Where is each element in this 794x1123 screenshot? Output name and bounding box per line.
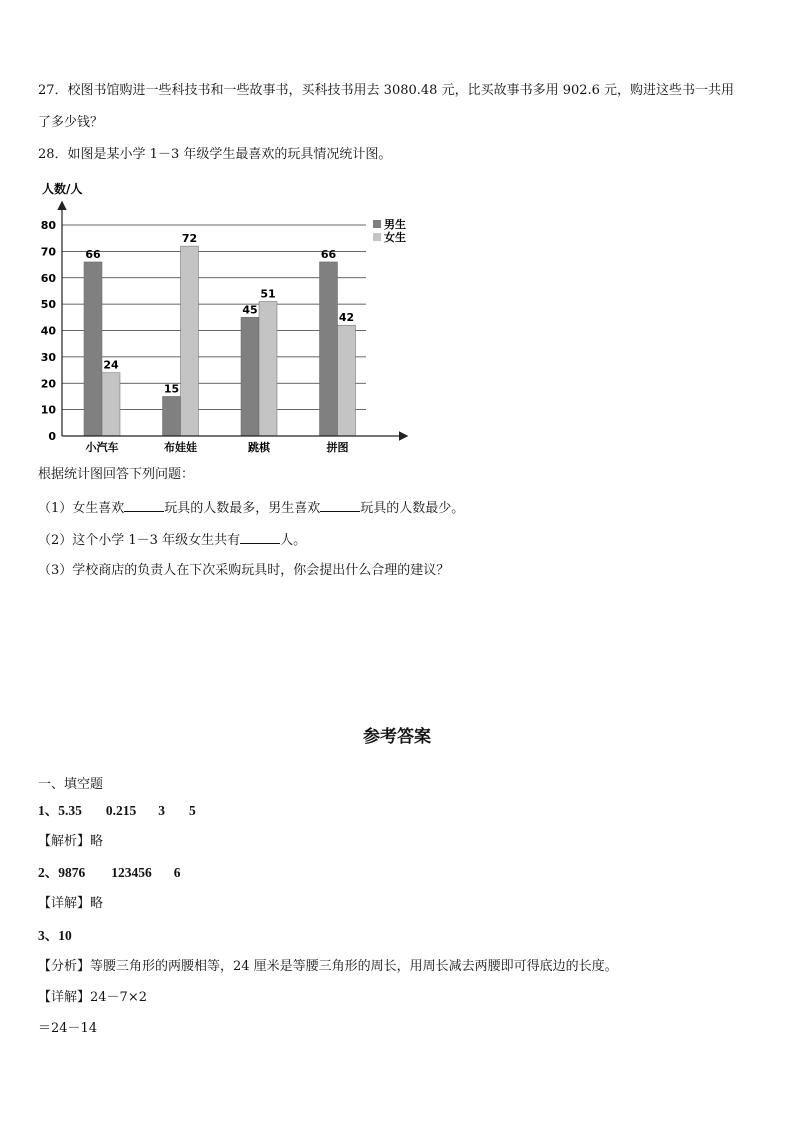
bar-男生 [320, 262, 338, 436]
answer-3-analysis: 【分析】等腰三角形的两腰相等，24 厘米是等腰三角形的周长，用周长减去两腰即可得底边的长度。 [38, 959, 618, 974]
answer-blank-1[interactable] [124, 498, 164, 512]
y-tick-label: 70 [40, 245, 56, 259]
bar-value-label: 45 [242, 303, 258, 317]
toy-preference-bar-chart [30, 178, 450, 458]
question-28-sub-intro: 根据统计图回答下列问题： [38, 467, 195, 482]
question-28-part2 [38, 530, 306, 550]
answer-1-value-2: 0.215 [105, 803, 137, 818]
bar-男生 [84, 262, 102, 436]
x-category-label: 拼图 [326, 441, 349, 454]
part1-text-c: 玩具的人数最少。 [360, 501, 465, 516]
bar-value-label: 66 [85, 247, 101, 261]
x-category-label: 跳棋 [248, 441, 270, 454]
bar-女生 [338, 325, 356, 436]
y-tick-label: 50 [40, 298, 56, 312]
answer-2-note: 【详解】略 [38, 896, 104, 911]
answer-1-value-3: 3 [158, 803, 165, 818]
answer-2-value-2: 123456 [111, 865, 152, 880]
x-category-label: 小汽车 [85, 441, 119, 454]
y-tick-label: 30 [40, 350, 56, 364]
question-28-part1 [38, 498, 464, 518]
legend-swatch [373, 233, 381, 241]
answer-1-value-4: 5 [189, 803, 196, 818]
bar-value-label: 15 [163, 382, 180, 396]
answer-1-note: 【解析】略 [38, 834, 104, 849]
answer-1 [38, 802, 196, 820]
answer-1-value-1: 1、5.35 [38, 803, 82, 818]
answer-blank-3[interactable] [240, 530, 280, 544]
question-28-intro: 28．如图是某小学 1－3 年级学生最喜欢的玩具情况统计图。 [38, 147, 392, 162]
bar-男生 [163, 396, 181, 436]
bar-女生 [181, 246, 199, 436]
y-tick-label: 0 [48, 430, 56, 443]
answer-3-detail: 【详解】24－7×2 [38, 990, 147, 1005]
answers-heading: 参考答案 [363, 727, 431, 747]
legend-label: 男生 [384, 218, 406, 231]
bar-value-label: 42 [338, 311, 355, 325]
x-category-label: 布娃娃 [164, 441, 197, 454]
part1-text-b: 玩具的人数最多，男生喜欢 [164, 501, 321, 516]
answer-2 [38, 864, 181, 882]
answer-blank-2[interactable] [320, 498, 360, 512]
section-fill-blank: 一、填空题 [38, 777, 104, 792]
bar-value-label: 51 [260, 287, 276, 301]
bar-女生 [102, 373, 120, 436]
bar-女生 [259, 301, 277, 436]
legend-label: 女生 [384, 231, 406, 244]
answer-3-step: ＝24－14 [38, 1021, 98, 1036]
bar-value-label: 66 [320, 247, 337, 261]
legend-swatch [373, 220, 381, 228]
question-27-line2: 了多少钱？ [38, 115, 104, 130]
part2-text-b: 人。 [280, 533, 307, 548]
question-28-part3: （3）学校商店的负责人在下次采购玩具时，你会提出什么合理的建议？ [38, 563, 450, 578]
y-tick-label: 20 [40, 377, 56, 391]
bar-value-label: 24 [103, 358, 119, 372]
part2-text-a: （2）这个小学 1－3 年级女生共有 [38, 533, 241, 548]
bar-男生 [241, 317, 259, 436]
question-27-line1: 27．校图书馆购进一些科技书和一些故事书，买科技书用去 3080.48 元，比买故事书多用 902.6 元，购进这些书一共用 [38, 83, 735, 98]
bar-value-label: 72 [181, 232, 198, 246]
answer-3: 3、10 [38, 928, 72, 943]
y-tick-label: 40 [40, 324, 56, 338]
answer-2-value-1: 2、9876 [38, 865, 86, 880]
y-tick-label: 10 [40, 403, 56, 417]
part1-text-a: （1）女生喜欢 [38, 501, 125, 516]
y-axis-label: 人数/人 [42, 182, 83, 196]
y-tick-label: 80 [40, 219, 56, 232]
answer-2-value-3: 6 [173, 865, 181, 880]
y-tick-label: 60 [40, 271, 56, 285]
